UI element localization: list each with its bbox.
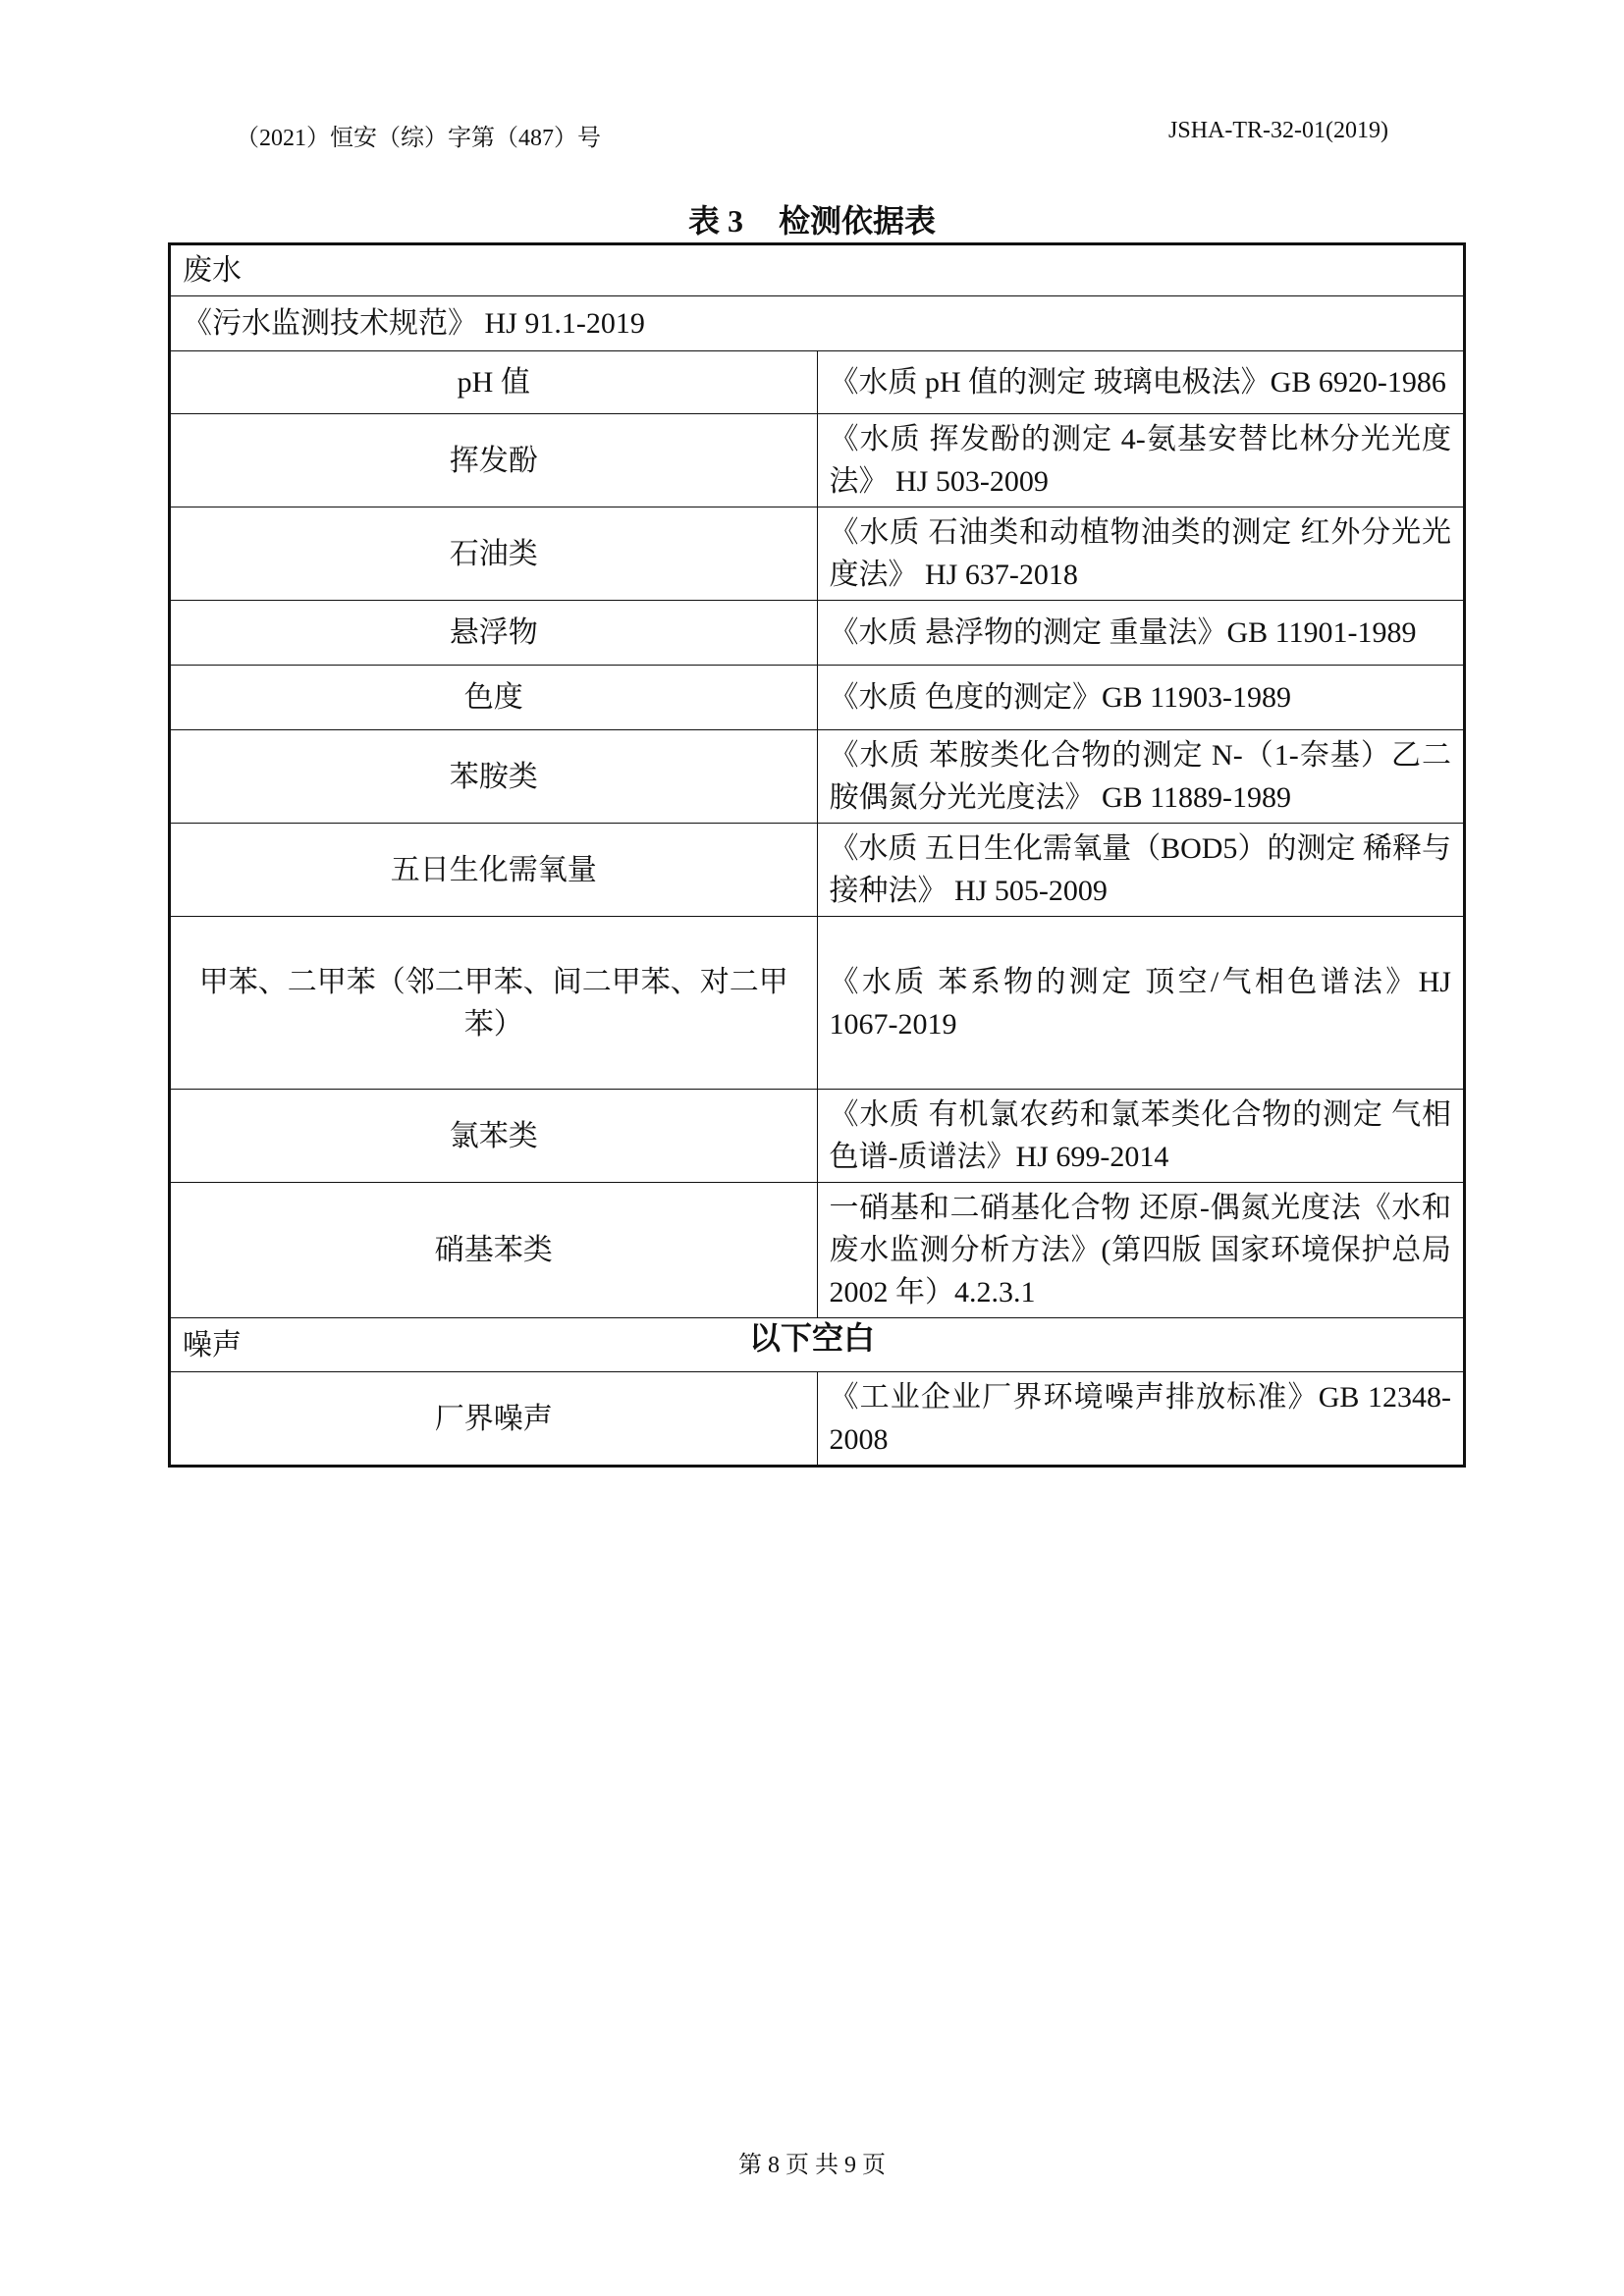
item-cell: 石油类 xyxy=(170,507,818,601)
item-cell: 悬浮物 xyxy=(170,601,818,666)
document-code: JSHA-TR-32-01(2019) xyxy=(1168,118,1388,143)
method-cell: 《水质 挥发酚的测定 4-氨基安替比林分光光度法》 HJ 503-2009 xyxy=(817,414,1465,507)
table-row xyxy=(170,414,1465,507)
item-cell: 苯胺类 xyxy=(170,730,818,824)
wastewater-spec: 《污水监测技术规范》 HJ 91.1-2019 xyxy=(170,296,1465,351)
table-row xyxy=(170,507,1465,601)
item-cell: 色度 xyxy=(170,666,818,730)
method-cell: 《水质 五日生化需氧量（BOD5）的测定 稀释与接种法》 HJ 505-2009 xyxy=(817,824,1465,917)
table-row xyxy=(170,824,1465,917)
testing-basis-table xyxy=(168,242,1466,1468)
page-number: 第 8 页 共 9 页 xyxy=(738,2153,886,2178)
table-row xyxy=(170,601,1465,666)
blank-below-note: 以下空白 xyxy=(748,1320,875,1356)
item-cell: 氯苯类 xyxy=(170,1090,818,1183)
method-cell: 《工业企业厂界环境噪声排放标准》GB 12348-2008 xyxy=(817,1372,1465,1467)
item-cell: 五日生化需氧量 xyxy=(170,824,818,917)
item-cell: 挥发酚 xyxy=(170,414,818,507)
method-cell: 《水质 悬浮物的测定 重量法》GB 11901-1989 xyxy=(817,601,1465,666)
method-cell: 《水质 石油类和动植物油类的测定 红外分光光度法》 HJ 637-2018 xyxy=(817,507,1465,601)
section-label-noise: 噪声 xyxy=(170,1318,1465,1372)
item-cell: 硝基苯类 xyxy=(170,1183,818,1318)
table-row xyxy=(170,917,1465,1090)
item-cell: pH 值 xyxy=(170,351,818,414)
method-cell: 一硝基和二硝基化合物 还原-偶氮光度法《水和废水监测分析方法》(第四版 国家环境保护总局 2002 年）4.2.3.1 xyxy=(817,1183,1465,1318)
method-cell: 《水质 苯系物的测定 顶空/气相色谱法》HJ 1067-2019 xyxy=(817,917,1465,1090)
item-cell: 甲苯、二甲苯（邻二甲苯、间二甲苯、对二甲苯） xyxy=(170,917,818,1090)
report-number: （2021）恒安（综）字第（487）号 xyxy=(236,126,601,151)
spec-row-wastewater xyxy=(170,296,1465,351)
table-number: 表 3 xyxy=(687,203,743,239)
table-row xyxy=(170,351,1465,414)
table-row xyxy=(170,730,1465,824)
method-cell: 《水质 色度的测定》GB 11903-1989 xyxy=(817,666,1465,730)
method-cell: 《水质 有机氯农药和氯苯类化合物的测定 气相色谱-质谱法》HJ 699-2014 xyxy=(817,1090,1465,1183)
table-title xyxy=(0,196,1624,241)
section-row-wastewater xyxy=(170,244,1465,296)
section-label-wastewater: 废水 xyxy=(170,244,1465,296)
table-row xyxy=(170,1090,1465,1183)
table-title-text: 检测依据表 xyxy=(779,203,937,239)
table-row xyxy=(170,1183,1465,1318)
table-row xyxy=(170,666,1465,730)
table-row xyxy=(170,1372,1465,1467)
method-cell: 《水质 苯胺类化合物的测定 N-（1-奈基）乙二胺偶氮分光光度法》 GB 11889-1989 xyxy=(817,730,1465,824)
item-cell: 厂界噪声 xyxy=(170,1372,818,1467)
method-cell: 《水质 pH 值的测定 玻璃电极法》GB 6920-1986 xyxy=(817,351,1465,414)
